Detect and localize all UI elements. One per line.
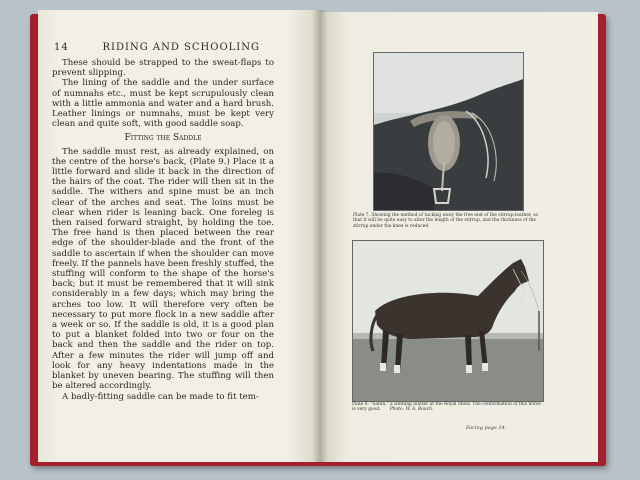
plate-8-caption (352, 402, 542, 413)
paragraph: These should be strapped to the sweat-flaps to prevent slipping. (52, 58, 274, 79)
paragraph: A badly-fitting saddle can be made to fit tem- (62, 391, 259, 402)
running-head-title: RIDING AND SCHOOLING (102, 42, 260, 53)
book-gutter (312, 10, 328, 462)
plate-8-caption-text: Plate 8. "Satan," a winning hunter at the Royal Show. The conformation of this horse is very good. (352, 402, 541, 413)
page-number: 14 (54, 42, 69, 53)
plate-7-photo (373, 52, 524, 211)
plate-8-photo (352, 240, 544, 402)
photo-credit: Photo, W. A. Rouch. (389, 407, 434, 413)
running-head (54, 42, 270, 53)
paragraph: The lining of the saddle and the under surface of numnahs etc., must be kept scrupulously clean with a little ammonia and water and a hard brush. Leather linings or numnahs, must be kept very clean and quite soft, with good saddle soap. (52, 78, 274, 130)
saddle-photo-image (374, 53, 523, 210)
plate-7-caption: Plate 7. Showing the method of tucking away the free end of the stirrup-leather, so that it will be quite easy to alter the length of the stirrup, and the thickness of the stirrup under the knee is reduced. (353, 213, 539, 229)
paragraph: The saddle must rest, as already explained, on the centre of the horse's back, (Plate 9.) Place it a little forward and slide it back in the direction of the hairs of the coat. The rider will then sit in the saddle. The withers and spine must be an inch clear of the arches and seat. The loins must be clear when rider is leaning back. One foreleg is then raised forward straight, by holding the toe. The free hand is then placed between the rear edge of the shoulder-blade and the front of the saddle to ascertain if when the shoulder can move freely. If the pannels have been freshly stuffed, the stuffing will conform to the shape of the horse's back; but it must be remembered that it will sink considerably in a few days; which may bring the arches too low. It will therefore very often be necessary to put more flock in a new saddle after a week or so. If the saddle is old, it is a good plan to put a blanket folded into two or four on the back and then the saddle and the rider on top. After a few minutes the rider will jump off and look for any heavy indentations made in the blanket by uneven bearing. The stuffing will then be altered accordingly. (52, 146, 274, 392)
facing-page-note: Facing page 14. (466, 425, 507, 431)
section-heading: Fitting the Saddle (124, 133, 202, 144)
horse-photo-image (353, 241, 543, 401)
body-text (52, 58, 274, 402)
